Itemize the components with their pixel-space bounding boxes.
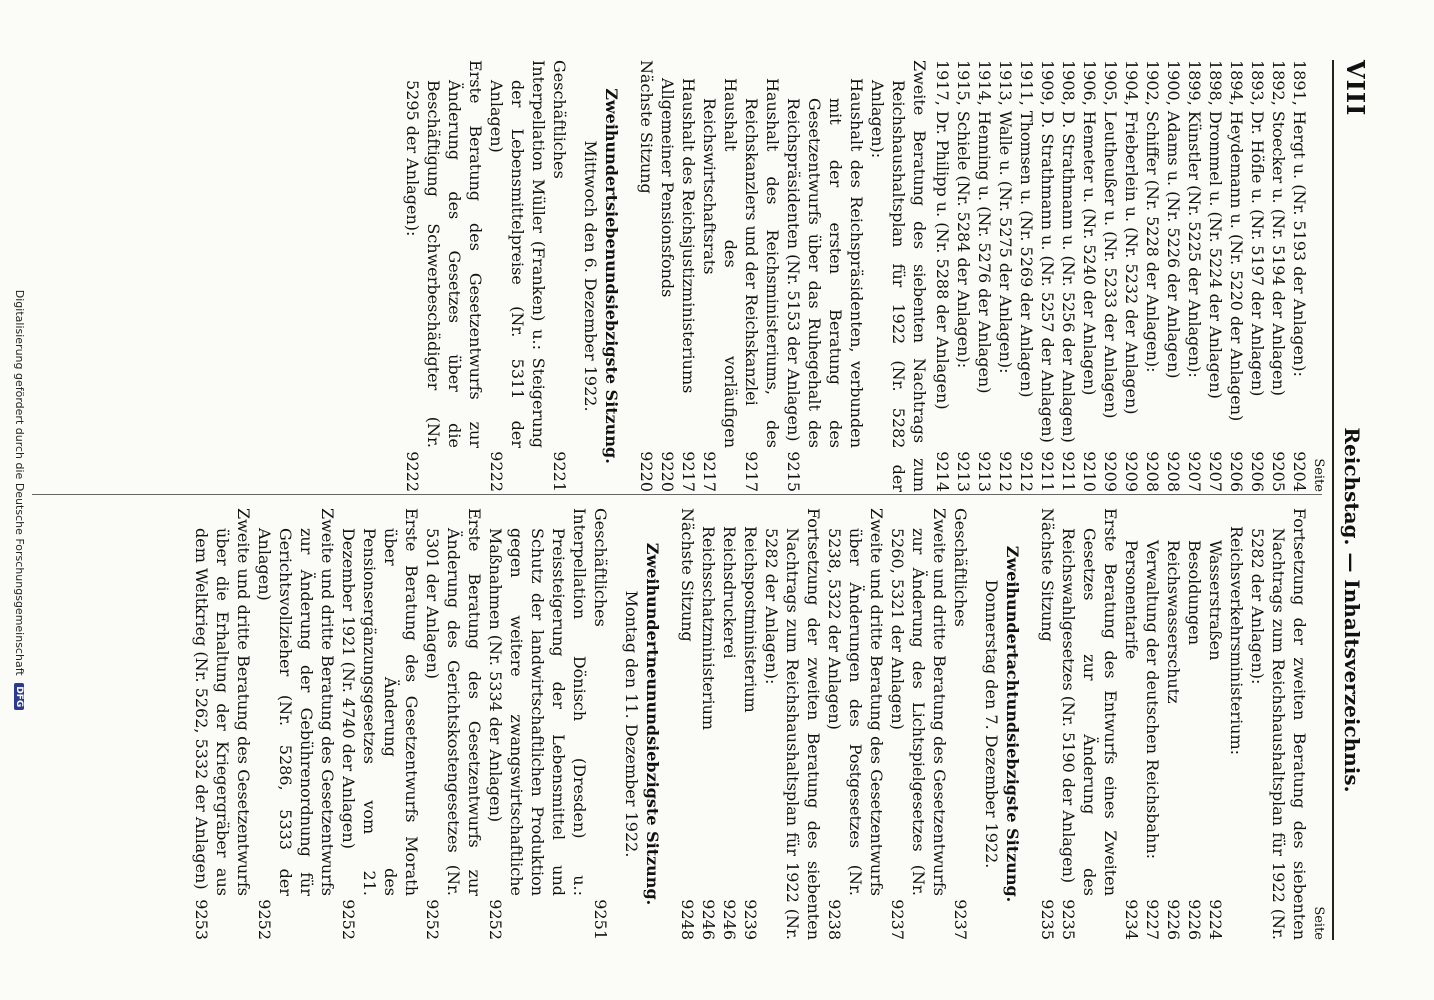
toc-entry — [1289, 60, 1310, 492]
entry-page: 9209 — [1101, 451, 1120, 492]
entry-text: Haushalt des Reichsjustizministeriums — [679, 78, 698, 394]
entry-page: 9213 — [975, 451, 994, 492]
seite-label: Seite — [1311, 906, 1326, 940]
entry-text: Verwaltung der deutschen Reichsbahn: — [1143, 540, 1162, 860]
entry-text: Nächste Sitzung — [678, 508, 697, 642]
toc-entry — [1037, 60, 1058, 492]
entry-text: Nächste Sitzung — [637, 60, 656, 194]
session-items — [698, 526, 761, 940]
entry-text: Reichsschatzministerium — [699, 526, 718, 731]
toc-entry — [740, 526, 761, 940]
entry-page: 9209 — [1122, 451, 1141, 492]
entry-page: 9237 — [951, 899, 970, 940]
entry-text: Allgemeiner Pensionsfonds — [658, 78, 677, 298]
toc-entry — [719, 526, 740, 940]
entry-text: 1915, Schiele (Nr. 5284 der Anlagen): — [954, 60, 973, 369]
entry-page: 9208 — [1164, 451, 1183, 492]
session-date: Donnerstag den 7. Dezember 1922. — [982, 579, 1001, 869]
toc-entry — [1226, 60, 1247, 492]
toc-entry — [1037, 508, 1058, 940]
footer-text: Digitalisierung gefördert durch die Deutsche Forschungsgemeinschaft — [13, 289, 26, 676]
entry-text: Erste Beratung des Gesetzentwurfs zur Änderung des Gesetzes über die Beschäftigung Schwerbeschädigter (Nr. 5295 der Anlagen): — [403, 60, 485, 448]
header-rule — [1332, 60, 1334, 940]
right-column — [191, 508, 1326, 940]
entry-page: 9252 — [339, 899, 358, 940]
toc-entry — [867, 60, 930, 492]
toc-entry — [402, 60, 486, 492]
entry-page: 9221 — [550, 451, 569, 492]
entry-text: Zweite und dritte Beratung des Gesetzentwurfs zur Änderung des Lichtspielgesetzes (Nr. 5260, 5321 der Anlagen) — [888, 508, 949, 896]
toc-entry — [254, 508, 338, 940]
entry-page: 9252 — [255, 899, 274, 940]
toc-entry — [1205, 60, 1226, 492]
toc-entry — [338, 508, 422, 940]
entry-text: Reichswasserschutz — [1164, 540, 1183, 704]
entry-page: 9211 — [1059, 451, 1078, 492]
entry-text: Geschäftliches — [591, 508, 610, 627]
toc-entry — [887, 508, 950, 940]
entry-text: 1893, Dr. Höfle u. (Nr. 5197 der Anlagen) — [1248, 60, 1267, 397]
zweite-beratung-items — [657, 78, 867, 492]
toc-entry — [1163, 540, 1184, 940]
fortsetzung-items — [1121, 540, 1226, 940]
zweite-beratung-intro: Zweite Beratung des siebenten Nachtrags zum Reichshaushaltsplan für 1922 (Nr. 5282 der Anlagen): — [868, 60, 929, 492]
fortsetzung-intro: Fortsetzung der zweiten Beratung des siebenten Nachtrags zum Reichshaushaltsplan für 1922 (Nr. 5282 der Anlagen): — [1248, 508, 1309, 940]
entry-text: Personentarife — [1122, 540, 1141, 660]
toc-entry — [1268, 60, 1289, 492]
toc-entry — [1163, 60, 1184, 492]
entry-page: 9210 — [1080, 451, 1099, 492]
page-number-roman: VIII — [1341, 60, 1370, 117]
entry-text: Zweite und dritte Beratung des Gesetzentwurfs über Änderungen des Postgesetzes (Nr. 5238, 5322 der Anlagen) — [825, 508, 886, 896]
toc-entry — [761, 508, 824, 940]
entry-text: Erste Beratung des Gesetzentwurfs Morath über Änderung des Pensionsergänzungsgesetzes vom 21. Dezember 1921 (Nr. 4740 der Anlagen) — [339, 508, 421, 896]
toc-entry — [485, 508, 590, 940]
entry-page: 9248 — [678, 899, 697, 940]
session-date: Mittwoch den 6. Dezember 1922. — [581, 140, 600, 412]
entry-text: Interpellation Müller (Franken) u.: Steigerung der Lebensmittelpreise (Nr. 5311 der Anlagen) — [487, 60, 548, 448]
session-entries — [402, 60, 570, 492]
toc-entry — [1121, 540, 1142, 940]
entry-page: 9217 — [742, 451, 761, 492]
entry-page: 9246 — [699, 899, 718, 940]
session-heading: Zweihundertneunundsiebzigste Sitzung. — [643, 542, 662, 906]
entry-text: 1911, Thomsen u. (Nr. 5269 der Anlagen) — [1017, 60, 1036, 398]
entry-text: 1902, Schiffer (Nr. 5228 der Anlagen): — [1143, 60, 1162, 373]
toc-entry — [1247, 508, 1310, 940]
toc-entry — [824, 508, 887, 940]
entry-text: 1917, Dr. Philipp u. (Nr. 5288 der Anlagen) — [933, 60, 952, 410]
entry-page: 9220 — [637, 451, 656, 492]
entry-text: Haushalt des Reichspräsidenten, verbunden mit der ersten Beratung des Gesetzentwurfs über das Ruhegehalt des Reichspräsidenten (Nr. 5153 der Anlagen) — [784, 78, 866, 448]
entry-page: 9217 — [679, 451, 698, 492]
toc-entry — [1142, 540, 1163, 940]
entry-text: 1914, Henning u. (Nr. 5276 der Anlagen) — [975, 60, 994, 394]
entry-page: 9237 — [888, 899, 907, 940]
session-heading: Zweihundertsiebenundsiebzigste Sitzung. — [602, 88, 621, 464]
entry-page: 9238 — [825, 899, 844, 940]
entry-text: Reichsdruckerei — [720, 526, 739, 659]
entry-page: 9207 — [1185, 451, 1204, 492]
entry-text: Geschäftliches — [550, 60, 569, 179]
entry-page: 9252 — [423, 899, 442, 940]
toc-entry — [1142, 60, 1163, 492]
entry-text: Erste Beratung des Entwurfs eines Zweiten Gesetzes zur Änderung des Reichswahlgesetzes (Nr. 5190 der Anlagen) — [1059, 508, 1120, 896]
entry-text: 1908, D. Strathmann u. (Nr. 5256 der Anlagen) — [1059, 60, 1078, 443]
entry-text: 1906, Hemeter u. (Nr. 5240 der Anlagen) — [1080, 60, 1099, 396]
entry-page: 9211 — [1038, 451, 1057, 492]
toc-entry — [1184, 540, 1205, 940]
entry-page: 9217 — [700, 451, 719, 492]
entry-text: Zweite und dritte Beratung des Gesetzentwurfs zur Änderung der Gebührenordnung für Gerichtsvollzieher (Nr. 5286, 5333 der Anlagen) — [255, 508, 337, 896]
entry-page: 9224 — [1206, 899, 1225, 940]
entry-text: Zweite und dritte Beratung des Gesetzentwurfs über die Erhaltung der Kriegergräber aus dem Weltkrieg (Nr. 5262, 5332 der Anlagen) — [192, 508, 253, 896]
entry-text: 1900, Adams u. (Nr. 5226 der Anlagen) — [1164, 60, 1183, 379]
session-date: Montag den 11. Dezember 1922. — [622, 590, 641, 858]
toc-entry — [1058, 508, 1121, 940]
entry-page: 9239 — [741, 899, 760, 940]
entry-text: 1894, Heydemann u. (Nr. 5220 der Anlagen) — [1227, 60, 1246, 422]
entry-text: 1892, Stoecker u. (Nr. 5194 der Anlagen) — [1269, 60, 1288, 397]
entry-text: Geschäftliches — [951, 508, 970, 627]
toc-entry — [1079, 60, 1100, 492]
entry-page: 9213 — [954, 451, 973, 492]
toc-entry — [486, 60, 549, 492]
seite-label: Seite — [1311, 458, 1326, 492]
toc-entry — [549, 60, 570, 492]
right-entries — [1037, 508, 1121, 940]
toc-entry — [1100, 60, 1121, 492]
entry-page: 9220 — [658, 451, 677, 492]
toc-entry — [783, 78, 867, 492]
toc-entry — [953, 60, 974, 492]
entry-page: 9227 — [1143, 899, 1162, 940]
entry-page: 9222 — [403, 451, 422, 492]
entry-page: 9212 — [996, 451, 1015, 492]
entry-page: 9206 — [1227, 451, 1246, 492]
entry-text: 1905, Leutheußer u. (Nr. 5233 der Anlagen) — [1101, 60, 1120, 419]
toc-entry — [741, 78, 783, 492]
toc-entry — [1247, 60, 1268, 492]
toc-entry — [932, 60, 953, 492]
entry-text: Haushalt des Reichsministeriums, des Reichskanzlers und der Reichskanzlei — [742, 78, 782, 448]
entry-page: 9212 — [1017, 451, 1036, 492]
toc-entry — [1184, 60, 1205, 492]
toc-entry — [678, 78, 699, 492]
entry-text: Besoldungen — [1185, 540, 1204, 646]
fortsetzung-intro: Fortsetzung der zweiten Beratung des siebenten Nachtrags zum Reichshaushaltsplan für 1922 (Nr. 5282 der Anlagen): — [762, 508, 823, 940]
toc-entry — [1016, 60, 1037, 492]
running-header-title: Reichstag. — Inhaltsverzeichnis. — [1340, 427, 1364, 793]
entry-text: 1899, Künstler (Nr. 5225 der Anlagen): — [1185, 60, 1204, 378]
entry-page: 9226 — [1164, 899, 1183, 940]
toc-entry — [1121, 60, 1142, 492]
entry-page: 9214 — [933, 451, 952, 492]
entry-page: 9246 — [720, 899, 739, 940]
session-heading: Zweihundertachtundsiebzigste Sitzung. — [1003, 545, 1022, 903]
entry-page: 9208 — [1143, 451, 1162, 492]
left-column — [402, 60, 1326, 492]
entry-page: 9252 — [486, 899, 505, 940]
entry-text: 1913, Walle u. (Nr. 5275 der Anlagen): — [996, 60, 1015, 374]
toc-entry — [974, 60, 995, 492]
entry-text: Interpellation Dönisch (Dresden) u.: Preissteigerung der Lebensmittel und Schutz der landwirtschaftlichen Produktion gegen weitere zwangswirtschaftliche Maßnahmen (Nr. 5334 der Anlagen) — [486, 508, 589, 896]
entry-text: 1909, D. Strathmann u. (Nr. 5257 der Anlagen) — [1038, 60, 1057, 443]
session-entries — [824, 508, 971, 940]
session-entries — [191, 508, 611, 940]
toc-entry — [657, 78, 678, 492]
entry-page: 9204 — [1290, 451, 1309, 492]
ministry-label: Reichsverkehrsministerium: — [1227, 526, 1246, 756]
column-divider — [32, 494, 1322, 495]
entry-page: 9251 — [591, 899, 610, 940]
entry-page: 9235 — [1059, 899, 1078, 940]
dfg-logo: DFG — [14, 683, 24, 710]
toc-entry — [698, 526, 719, 940]
entry-page: 9205 — [1269, 451, 1288, 492]
entry-page: 9215 — [784, 451, 803, 492]
entry-page: 9226 — [1185, 899, 1204, 940]
toc-entry — [677, 508, 698, 940]
toc-entry — [191, 508, 254, 940]
toc-entry — [636, 60, 657, 492]
toc-entry — [995, 60, 1016, 492]
entry-text: 1891, Hergt u. (Nr. 5193 der Anlagen): — [1290, 60, 1309, 377]
entry-text: Nächste Sitzung — [1038, 508, 1057, 642]
entry-page: 9253 — [192, 899, 211, 940]
entry-text: Erste Beratung des Gesetzentwurfs zur Änderung des Gerichtskostengesetzes (Nr. 5301 der Anlagen) — [423, 508, 484, 896]
digitization-footer — [13, 0, 26, 1000]
entry-page: 9234 — [1122, 899, 1141, 940]
entry-text: 1898, Drommel u. (Nr. 5224 der Anlagen) — [1206, 60, 1225, 399]
entry-text: Reichspostministerium — [741, 526, 760, 713]
toc-entry — [422, 508, 485, 940]
toc-entry — [699, 78, 741, 492]
toc-entry — [1205, 540, 1226, 940]
entry-page: 9222 — [487, 451, 506, 492]
toc-entry — [590, 508, 611, 940]
toc-entry — [1058, 60, 1079, 492]
entry-text: Wasserstraßen — [1206, 540, 1225, 661]
entry-page: 9235 — [1038, 899, 1057, 940]
entry-page: 9207 — [1206, 451, 1225, 492]
entry-text: 1904, Frieberlein u. (Nr. 5232 der Anlagen) — [1122, 60, 1141, 415]
toc-entry — [950, 508, 971, 940]
entry-text: Haushalt des vorläufigen Reichswirtschaftsrats — [700, 78, 740, 448]
entry-page: 9206 — [1248, 451, 1267, 492]
left-entries — [932, 60, 1310, 492]
